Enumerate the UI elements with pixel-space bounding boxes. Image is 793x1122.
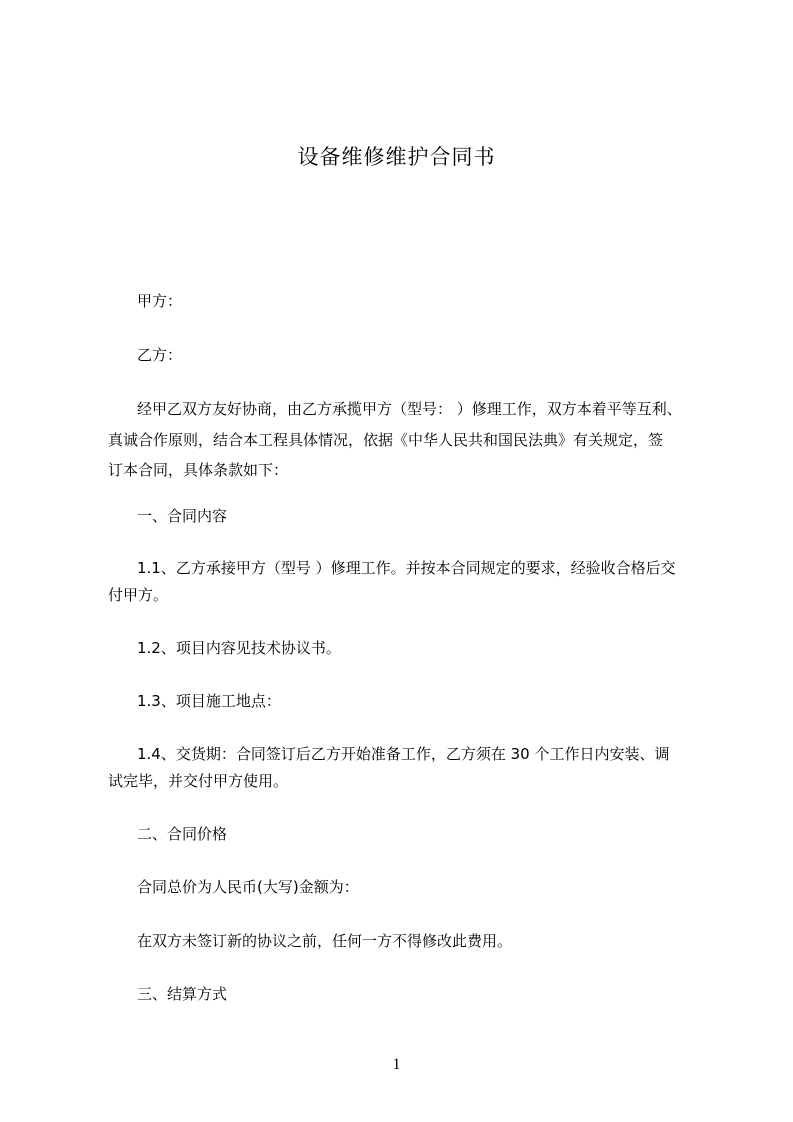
- intro-line-1: 经甲乙双方友好协商，由乙方承揽甲方（型号： ）修理工作，双方本着平等互利、: [137, 400, 682, 418]
- document-title: 设备维修维护合同书: [297, 145, 496, 169]
- section-2-heading: 二、合同价格: [137, 825, 228, 843]
- clause-1-1-line-1: 1.1、乙方承接甲方（型号 ）修理工作。并按本合同规定的要求，经验收合格后交: [137, 559, 676, 577]
- party-a-label: 甲方：: [137, 292, 183, 310]
- clause-1-4-line-2: 试完毕，并交付甲方使用。: [108, 772, 289, 790]
- clause-1-1-line-2: 付甲方。: [108, 586, 169, 604]
- section-1-heading: 一、合同内容: [137, 507, 228, 525]
- total-price-line: 合同总价为人民币(大写)金额为：: [137, 878, 359, 896]
- no-change-line: 在双方未签订新的协议之前，任何一方不得修改此费用。: [137, 932, 513, 950]
- party-b-label: 乙方：: [137, 346, 183, 364]
- clause-1-4-line-1: 1.4、交货期：合同签订后乙方开始准备工作，乙方须在 30 个工作日内安装、调: [137, 745, 670, 763]
- page-number: 1: [392, 1056, 401, 1073]
- intro-line-3: 订本合同，具体条款如下：: [108, 461, 289, 479]
- clause-1-2: 1.2、项目内容见技术协议书。: [137, 639, 341, 657]
- intro-line-2: 真诚合作原则，结合本工程具体情况，依据《中华人民共和国民法典》有关规定，签: [108, 431, 664, 449]
- section-3-heading: 三、结算方式: [137, 985, 228, 1003]
- clause-1-3: 1.3、项目施工地点：: [137, 692, 281, 710]
